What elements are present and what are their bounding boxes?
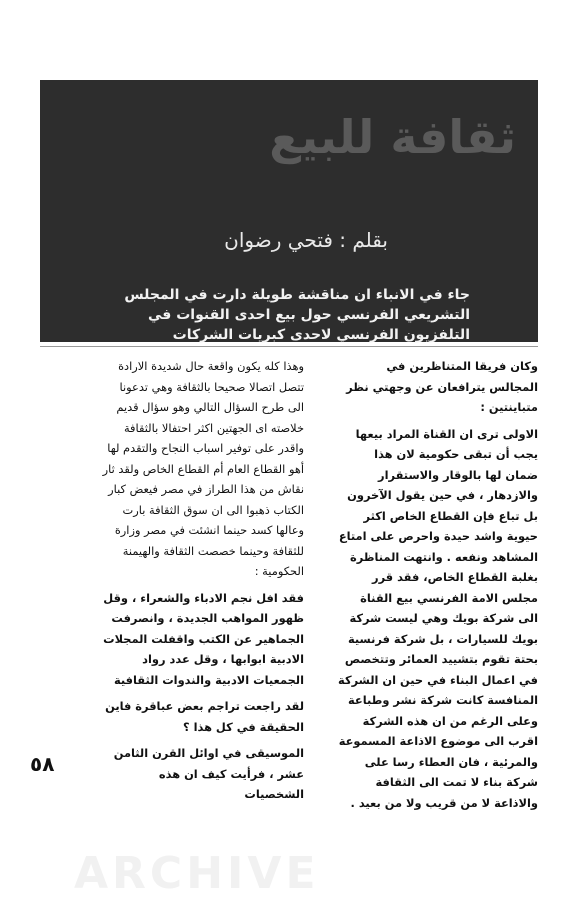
left-paragraph-4: الموسيقى في اوائل القرن الثامن عشر ، فرأيت كيف ان هذه الشخصيات: [113, 746, 304, 801]
header-divider: [40, 346, 538, 347]
article-title: ثقافة للبيع: [269, 110, 516, 164]
article-intro: جاء في الانباء ان مناقشة طويلة دارت في المجلس التشريعي الفرنسي حول بيع احدى القنوات في التلفزيون الفرنسي لاحدى كبريات الشركات: [124, 287, 470, 343]
right-paragraph-2: الاولى ترى ان القناة المراد بيعها يجب أن تبقى حكومية لان هذا ضمان لها بالوقار والاستقرار والازدهار ، في حين يقول الآخرون بل تباع فإن القطاع الخاص اكثر حيوية واشد حيدة واحرص على امتاع المشاهد ونفعه . وانتهت المناظرة بغلبة القطاع الخاص، فقد قرر مجلس الامة الفرنسي بيع القناة الى شركة بويك وهي ليست شركة بويك للسيارات ، بل شركة فرنسية بحتة تقوم بتشييد العمائر وتتخصص في اعمال البناء في حين ان الشركة المنافسة كانت شركة نشر وطباعة وعلى الرغم من ان هذه الشركة اقرب الى موضوع الاذاعة المسموعة والمرئية ، فان العطاء رسا على شركة بناء لا تمت الى الثقافة والاذاعة لا من قريب ولا من بعيد .: [338, 426, 538, 810]
left-paragraph-1: وهذا كله يكون واقعة حال شديدة الارادة تتصل اتصالا صحيحا بالثقافة وهي تدعونا الى طرح السؤال التالي وهو سؤال قديم خلاصته اى الجهتين اكثر احتفالا بالثقافة واقدر على توفير اسباب النجاح والتقدم لها أهو القطاع العام أم القطاع الخاص ولقد ثار نقاش من هذا الطراز في مصر فيعض كبار الكتاب ذهبوا الى ان سوق الثقافة بارت وعالها كسد حينما انشئت في مصر وزارة للثقافة وحينما خصصت الثقافة والهيمنة الحكومية :: [102, 359, 304, 578]
page-number: ٥٨: [30, 752, 55, 776]
text-column-left: [100, 356, 304, 805]
archive-watermark: ARCHIVE: [74, 848, 320, 899]
right-paragraph-1: وكان فريقا المتناظرين في المجالس يترافعان عن وجهتي نظر متباينتين :: [346, 359, 538, 414]
article-byline: بقلم : فتحي رضوان: [224, 228, 388, 252]
article-header-banner: [40, 80, 538, 342]
left-paragraph-3: لقد راجعت تراجم بعض عباقرة فاين الحقيقة في كل هذا ؟: [105, 699, 304, 734]
text-column-right: [338, 356, 538, 813]
left-paragraph-2: فقد افل نجم الادباء والشعراء ، وقل ظهور المواهب الجديدة ، وانصرفت الجماهير عن الكتب واقفلت المجلات الادبية ابوابها ، وقل عدد رواد الجمعيات الادبية والندوات الثقافية: [103, 590, 304, 687]
